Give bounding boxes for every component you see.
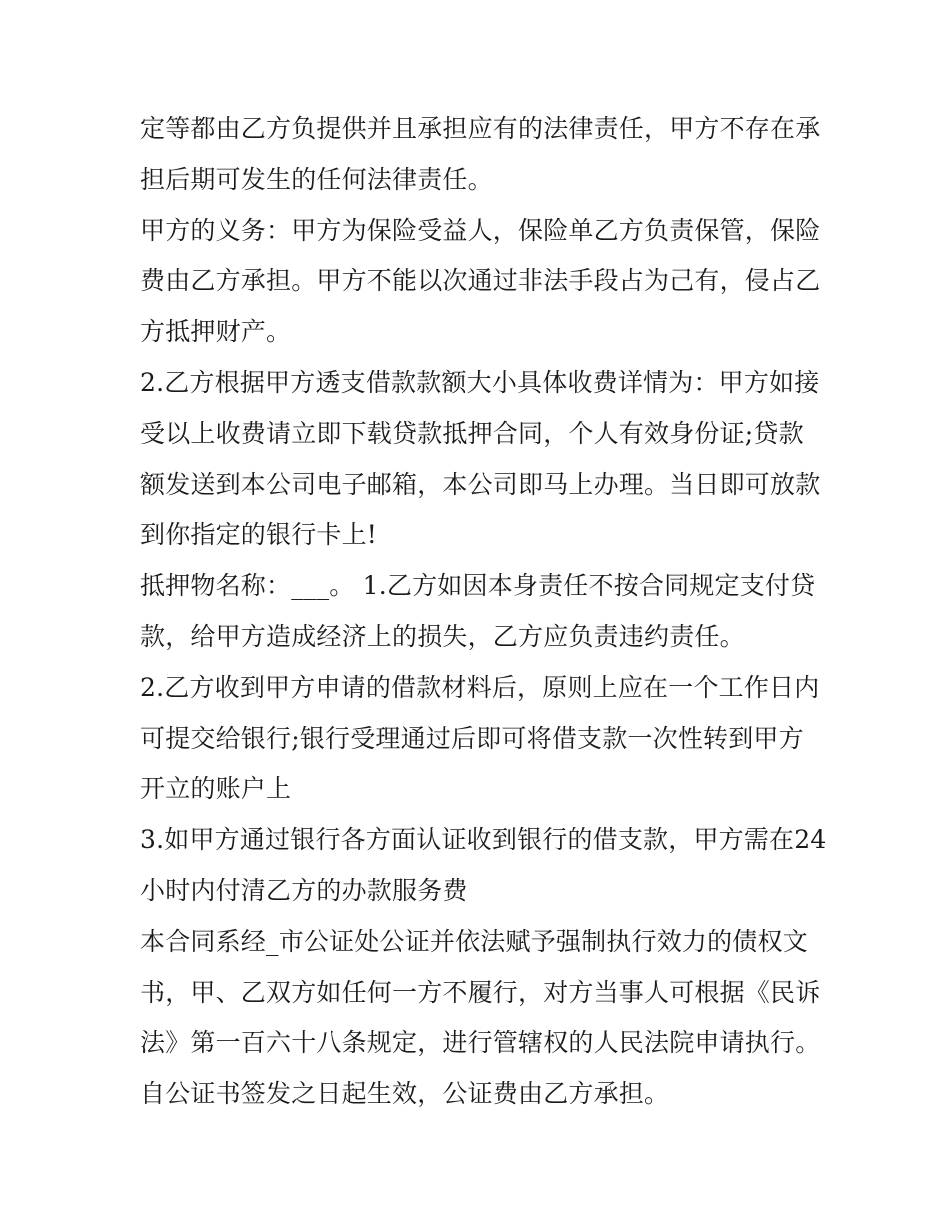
- text-line-19: 法》第一百六十八条规定，进行管辖权的人民法院申请执行。: [140, 1028, 821, 1058]
- text-line-8: 额发送到本公司电子邮箱，本公司即马上办理。当日即可放款: [140, 469, 821, 499]
- text-line-2: 担后期可发生的任何法律责任。: [140, 164, 493, 194]
- text-line-4: 费由乙方承担。甲方不能以次通过非法手段占为己有，侵占乙: [140, 266, 821, 296]
- text-line-12: 2.乙方收到甲方申请的借款材料后，原则上应在一个工作日内: [140, 672, 820, 702]
- text-line-20: 自公证书签发之日起生效，公证费由乙方承担。: [140, 1079, 670, 1109]
- text-line-10: 抵押物名称：___。 1.乙方如因本身责任不按合同规定支付贷: [140, 571, 816, 601]
- text-line-1: 定等都由乙方负提供并且承担应有的法律责任，甲方不存在承: [140, 114, 821, 143]
- text-line-9: 到你指定的银行卡上!: [140, 520, 378, 550]
- text-line-6: 2.乙方根据甲方透支借款款额大小具体收费详情为：甲方如接: [140, 367, 820, 397]
- text-line-16: 小时内付清乙方的办款服务费: [140, 875, 468, 905]
- text-line-7: 受以上收费请立即下载贷款抵押合同，个人有效身份证;贷款: [140, 418, 804, 448]
- text-line-3: 甲方的义务：甲方为保险受益人，保险单乙方负责保管，保险: [140, 215, 821, 245]
- text-line-18: 书，甲、乙双方如任何一方不履行，对方当事人可根据《民诉: [140, 977, 821, 1007]
- document-body: [140, 104, 827, 1120]
- text-line-5: 方抵押财产。: [140, 317, 292, 347]
- text-line-17: 本合同系经_市公证处公证并依法赋予强制执行效力的债权文: [140, 926, 808, 956]
- text-line-13: 可提交给银行;银行受理通过后即可将借支款一次性转到甲方: [140, 723, 804, 753]
- text-line-15: 3.如甲方通过银行各方面认证收到银行的借支款，甲方需在24: [140, 825, 827, 855]
- text-line-11: 款，给甲方造成经济上的损失，乙方应负责违约责任。: [140, 621, 745, 651]
- text-line-14: 开立的账户上: [140, 774, 292, 804]
